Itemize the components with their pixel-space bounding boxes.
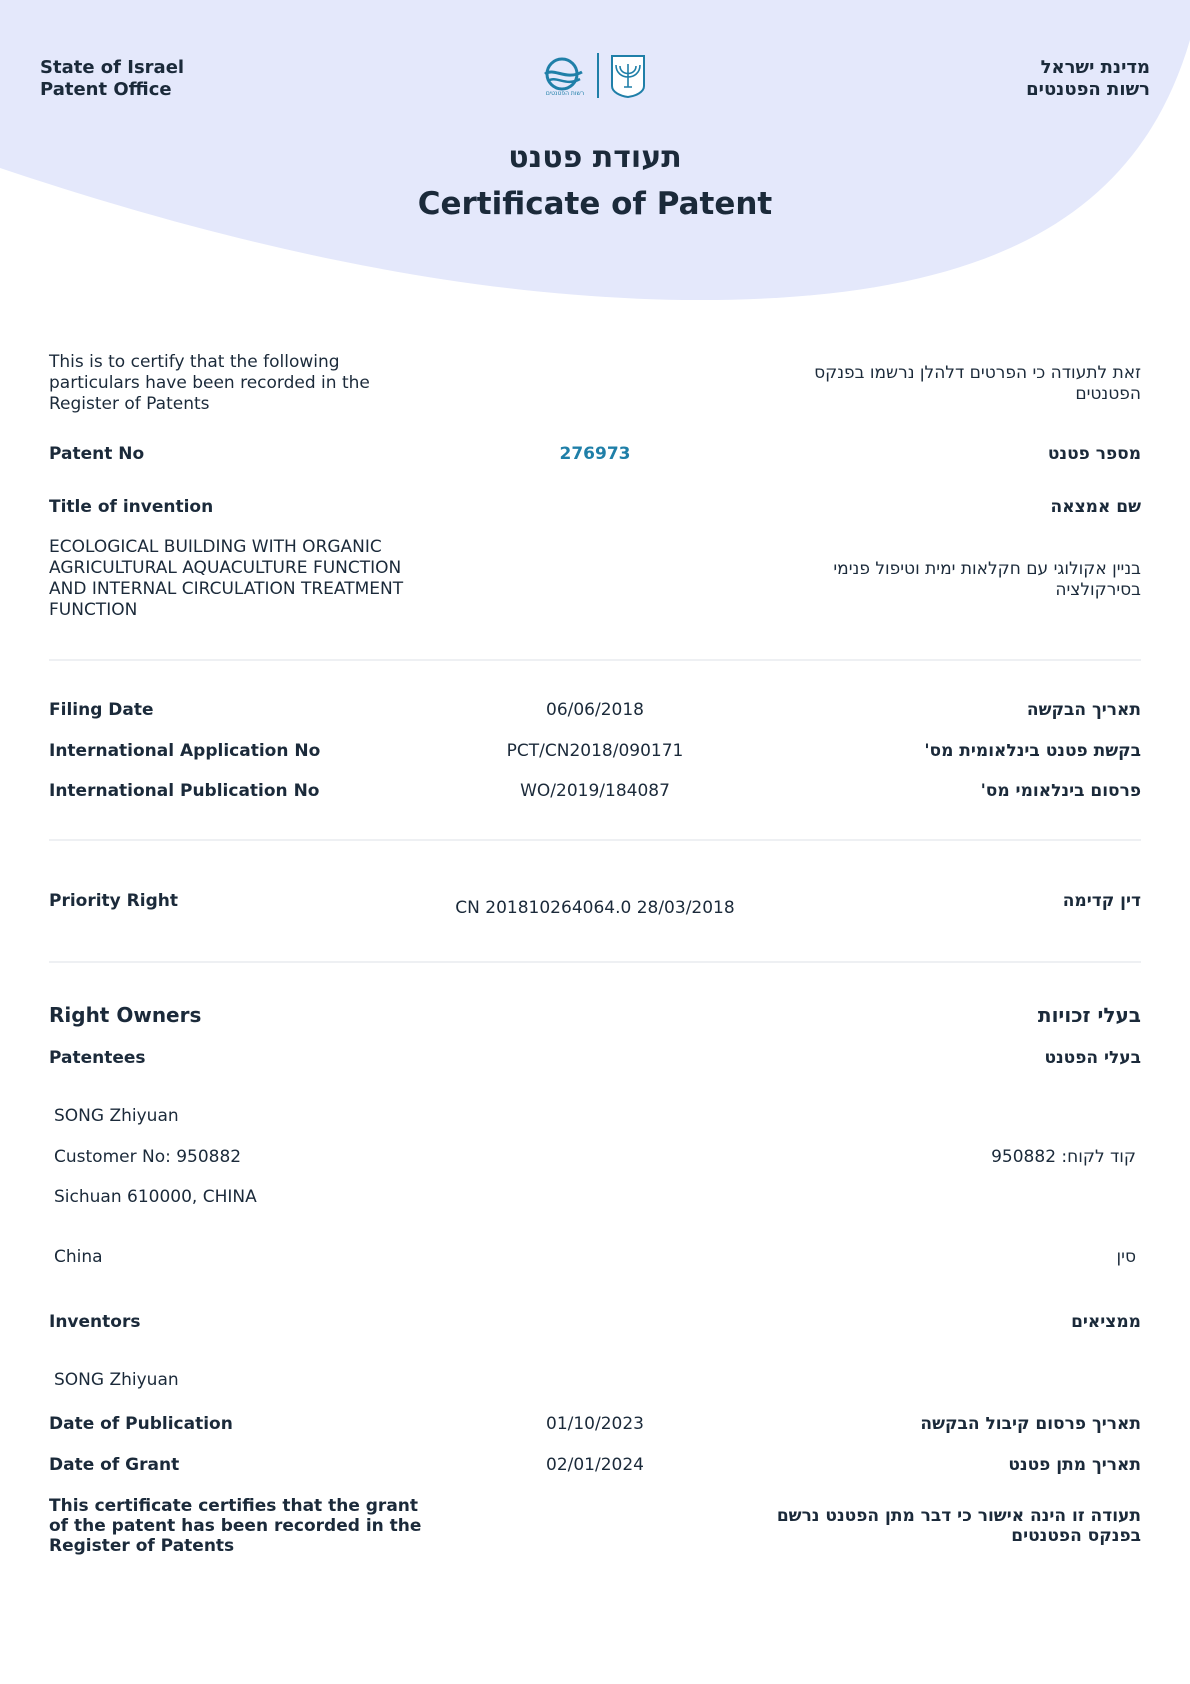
patent-no-value: 276973 [559, 444, 631, 464]
filing-date-label-he: תאריך הבקשה [1026, 700, 1141, 720]
state-of-israel-he: מדינת ישראל [1040, 57, 1150, 78]
inventors-label-en: Inventors [49, 1312, 141, 1332]
patent-office-en: Patent Office [40, 79, 172, 100]
patentee-country-en: China [54, 1247, 103, 1267]
right-owners-heading-en: Right Owners [49, 1003, 202, 1027]
patentee-country-he: סין [1116, 1247, 1136, 1267]
invention-title-he: בניין אקולוגי עם חקלאות ימית וטיפול פנימי בסירקולציה [833, 559, 1141, 600]
customer-no-he: קוד לקוח: 950882 [991, 1147, 1136, 1167]
header-right [1026, 57, 1150, 101]
invention-title-label-he: שם אמצאה [1050, 497, 1141, 517]
logo-separator [597, 53, 599, 98]
invention-title-en: ECOLOGICAL BUILDING WITH ORGANIC AGRICULTURAL AQUACULTURE FUNCTION AND INTERNAL CIRCULATION TREATMENT FUNCTION [49, 537, 404, 620]
divider-1 [49, 659, 1141, 661]
grant-certification-en: This certificate certifies that the grant of the patent has been recorded in the Register of Patents [49, 1496, 422, 1556]
intl-publication-value: WO/2019/184087 [520, 781, 670, 801]
patent-office-he: רשות הפטנטים [1026, 79, 1150, 100]
priority-label-he: דין קדימה [1062, 891, 1141, 911]
filing-date-value: 06/06/2018 [546, 700, 644, 720]
publication-date-value: 01/10/2023 [546, 1414, 644, 1434]
publication-date-label-he: תאריך פרסום קיבול הבקשה [920, 1414, 1141, 1434]
title-hebrew: תעודת פטנט [508, 140, 682, 175]
right-owners-heading-he: בעלי זכויות [1037, 1003, 1141, 1027]
inventors-label-he: ממציאים [1071, 1312, 1141, 1332]
divider-3 [49, 961, 1141, 963]
grant-date-value: 02/01/2024 [546, 1455, 644, 1475]
menorah-emblem-icon [610, 54, 646, 98]
patent-no-label-he: מספר פטנט [1047, 444, 1141, 464]
grant-date-label-en: Date of Grant [49, 1455, 180, 1475]
priority-label-en: Priority Right [49, 891, 179, 911]
intl-application-label-he: בקשת פטנט בינלאומית מס' [924, 741, 1141, 761]
patent-no-label-en: Patent No [49, 444, 145, 464]
publication-date-label-en: Date of Publication [49, 1414, 233, 1434]
inventor-name: SONG Zhiyuan [54, 1370, 179, 1390]
certify-statement-he: זאת לתעודה כי הפרטים דלהלן נרשמו בפנקס הפטנטים [814, 363, 1141, 404]
customer-no-en: Customer No: 950882 [54, 1147, 242, 1167]
intl-application-label-en: International Application No [49, 741, 321, 761]
intl-application-value: PCT/CN2018/090171 [506, 741, 684, 761]
invention-title-label-en: Title of invention [49, 497, 214, 517]
intl-publication-label-he: פרסום בינלאומי מס' [980, 781, 1141, 801]
header-left [40, 57, 184, 101]
patentee-address: Sichuan 610000, CHINA [54, 1187, 257, 1207]
grant-certification-he: תעודה זו הינה אישור כי דבר מתן הפטנט נרשם בפנקס הפטנטים [776, 1506, 1141, 1546]
patentee-name: SONG Zhiyuan [54, 1106, 179, 1126]
title-english: Certificate of Patent [417, 186, 773, 222]
state-of-israel-en: State of Israel [40, 57, 185, 78]
grant-date-label-he: תאריך מתן פטנט [1008, 1455, 1141, 1475]
logo-caption: רשות הפטנטים [545, 90, 585, 97]
patentees-label-he: בעלי הפטנט [1044, 1048, 1141, 1068]
patentees-label-en: Patentees [49, 1048, 146, 1068]
filing-date-label-en: Filing Date [49, 700, 154, 720]
certify-statement-en: This is to certify that the following particulars have been recorded in the Register of Patents [49, 352, 370, 414]
intl-publication-label-en: International Publication No [49, 781, 320, 801]
priority-value: CN 201810264064.0 28/03/2018 [455, 898, 735, 918]
divider-2 [49, 839, 1141, 841]
